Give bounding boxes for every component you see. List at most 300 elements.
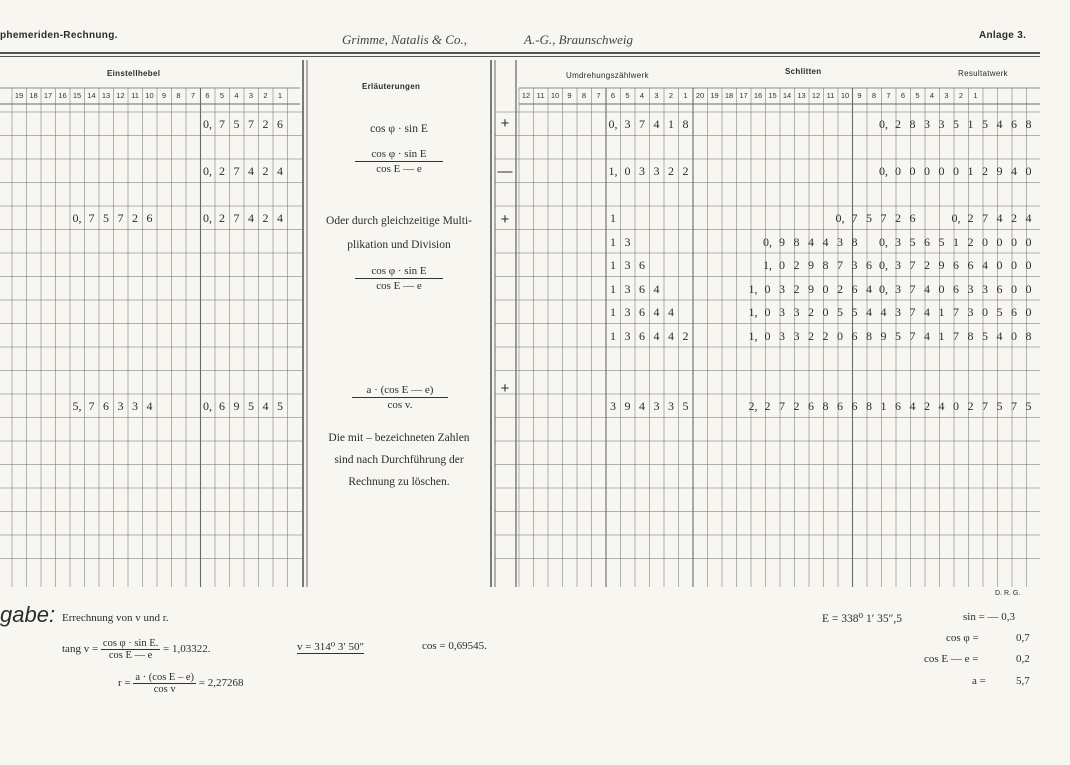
schlitten-digit: 0 bbox=[1025, 258, 1032, 272]
sign-plus-2: + bbox=[500, 211, 510, 228]
schlitten-digit: 2 bbox=[967, 234, 974, 249]
schlitten-digit: 2, bbox=[748, 399, 758, 413]
schlitten-digit: 0 bbox=[909, 164, 916, 178]
schlitten-digit: 3 bbox=[779, 305, 785, 319]
cosphi-value: 0,7 bbox=[1016, 632, 1030, 644]
schlitten-digit: 7 bbox=[982, 211, 988, 225]
umdreh-col-num: 11 bbox=[536, 91, 545, 100]
schlitten-col-num: 12 bbox=[811, 91, 821, 100]
einstell-digit: 2 bbox=[262, 164, 269, 178]
umdreh-digit: 3 bbox=[639, 164, 645, 178]
umdreh-digit: 3 bbox=[668, 399, 674, 413]
einstell-col-num: 4 bbox=[234, 91, 239, 100]
schlitten-digit: 8 bbox=[909, 117, 916, 131]
umdreh-digit: 8 bbox=[682, 117, 689, 131]
schlitten-digit: 6 bbox=[967, 258, 974, 272]
schlitten-digit: 4 bbox=[924, 305, 930, 319]
umdreh-digit: 6 bbox=[639, 281, 645, 296]
schlitten-digit: 0, bbox=[879, 164, 888, 178]
schlitten-digit: 6 bbox=[895, 399, 901, 413]
schlitten-digit: 7 bbox=[909, 328, 916, 343]
expl-note-b: sind nach Durchführung der bbox=[334, 454, 464, 466]
schlitten-col-num: 4 bbox=[929, 91, 935, 100]
schlitten-col-num: 16 bbox=[753, 91, 763, 100]
umdreh-digit: 4 bbox=[639, 399, 645, 413]
schlitten-digit: 2 bbox=[895, 211, 901, 225]
umdreh-col-num: 6 bbox=[610, 91, 616, 100]
schlitten-digit: 5 bbox=[837, 305, 843, 319]
einstell-col-num: 3 bbox=[248, 91, 254, 100]
schlitten-digit: 5 bbox=[996, 305, 1003, 319]
schlitten-digit: 5 bbox=[996, 399, 1003, 413]
schlitten-digit: 7 bbox=[880, 211, 887, 225]
einstell-col-num: 1 bbox=[277, 91, 283, 100]
schlitten-digit: 0 bbox=[982, 234, 988, 249]
schlitten-digit: 0, bbox=[763, 234, 772, 249]
schlitten-digit: 5 bbox=[982, 117, 988, 131]
umdreh-digit: 0, bbox=[608, 117, 618, 131]
schlitten-digit: 4 bbox=[996, 211, 1003, 225]
schlitten-col-num: 17 bbox=[739, 91, 748, 100]
schlitten-digit: 2 bbox=[967, 399, 974, 413]
heading-schlitten: Schlitten bbox=[785, 67, 822, 76]
r-num: a · (cos E – e) bbox=[135, 672, 194, 683]
expl-row3b: plikation und Division bbox=[347, 239, 451, 251]
expl-row2-den: cos E — e bbox=[376, 163, 422, 175]
schlitten-digit: 4 bbox=[924, 328, 930, 343]
umdreh-digit: 2 bbox=[668, 164, 674, 178]
a-label: a = bbox=[972, 675, 986, 687]
umdreh-digit: 1 bbox=[610, 281, 616, 296]
umdreh-col-num: 7 bbox=[596, 91, 601, 100]
schlitten-digit: 0, bbox=[879, 117, 888, 131]
schlitten-digit: 0 bbox=[1011, 328, 1017, 343]
schlitten-digit: 5 bbox=[909, 234, 916, 249]
schlitten-digit: 0, bbox=[951, 211, 961, 225]
tang-value: = 1,03322. bbox=[163, 643, 211, 656]
schlitten-digit: 3 bbox=[895, 234, 901, 249]
einstell-col-num: 18 bbox=[29, 91, 38, 100]
schlitten-digit: 1 bbox=[967, 164, 974, 178]
schlitten-digit: 9 bbox=[779, 234, 785, 249]
einstell-col-num: 19 bbox=[14, 91, 24, 100]
schlitten-digit: 4 bbox=[924, 281, 930, 296]
schlitten-digit: 5 bbox=[982, 328, 988, 343]
umdreh-digit: 1 bbox=[610, 305, 616, 319]
einstell-digit: 7 bbox=[219, 117, 225, 131]
einstell-col-num: 16 bbox=[58, 91, 67, 100]
umdreh-col-num: 5 bbox=[625, 91, 630, 100]
schlitten-digit: 6 bbox=[808, 399, 814, 413]
schlitten-digit: 8 bbox=[822, 258, 829, 272]
schlitten-digit: 1, bbox=[748, 328, 758, 343]
einstell-col-num: 6 bbox=[205, 91, 210, 100]
schlitten-digit: 6 bbox=[851, 281, 858, 296]
schlitten-digit: 8 bbox=[822, 399, 829, 413]
tang-lhs: tang v = bbox=[62, 643, 99, 656]
schlitten-digit: 7 bbox=[953, 305, 959, 319]
cos-value: cos = 0,69545. bbox=[422, 640, 487, 652]
expl-note-a: Die mit – bezeichneten Zahlen bbox=[328, 432, 470, 444]
schlitten-digit: 2 bbox=[1011, 211, 1017, 225]
schlitten-digit: 0 bbox=[982, 305, 988, 319]
maker-mark: D. R. G. bbox=[995, 590, 1021, 597]
umdreh-digit: 2 bbox=[682, 164, 689, 178]
schlitten-col-num: 11 bbox=[826, 91, 835, 100]
schlitten-digit: 4 bbox=[996, 117, 1003, 131]
schlitten-digit: 3 bbox=[938, 117, 945, 131]
schlitten-col-num: 6 bbox=[900, 91, 906, 100]
E-value: E = 338⁰ 1′ 35″,5 bbox=[822, 613, 903, 625]
schlitten-digit: 6 bbox=[953, 281, 959, 296]
schlitten-col-num: 3 bbox=[944, 91, 949, 100]
schlitten-digit: 6 bbox=[866, 258, 872, 272]
einstell-digit: 2 bbox=[262, 117, 269, 131]
schlitten-digit: 7 bbox=[1011, 399, 1017, 413]
schlitten-col-num: 5 bbox=[915, 91, 920, 100]
umdreh-digit: 1 bbox=[610, 258, 616, 272]
schlitten-digit: 6 bbox=[837, 399, 843, 413]
calc-grid bbox=[0, 60, 1040, 587]
einstell-col-num: 12 bbox=[116, 91, 125, 100]
umdreh-digit: 3 bbox=[610, 399, 616, 413]
schlitten-col-num: 15 bbox=[768, 91, 777, 100]
header-rule bbox=[0, 52, 1040, 54]
tang-num: cos φ · sin E. bbox=[102, 638, 159, 649]
task-text: Errechnung von v und r. bbox=[62, 612, 169, 624]
schlitten-digit: 9 bbox=[996, 164, 1003, 178]
schlitten-digit: 3 bbox=[895, 305, 901, 319]
company-city: A.-G., Braunschweig bbox=[524, 32, 634, 47]
schlitten-digit: 2 bbox=[808, 305, 814, 319]
schlitten-digit: 5 bbox=[938, 234, 945, 249]
schlitten-digit: 0 bbox=[1025, 164, 1032, 178]
einstell-digit: 4 bbox=[248, 211, 254, 225]
einstell-digit: 2 bbox=[262, 211, 269, 225]
einstell-digit: 0, bbox=[203, 164, 212, 178]
umdreh-col-num: 9 bbox=[567, 91, 572, 100]
schlitten-digit: 0, bbox=[879, 281, 888, 296]
schlitten-digit: 2 bbox=[924, 399, 930, 413]
umdreh-digit: 3 bbox=[624, 117, 631, 131]
einstell-col-num: 11 bbox=[131, 91, 139, 100]
sign-plus-3: + bbox=[500, 380, 510, 397]
umdreh-digit: 6 bbox=[639, 305, 645, 319]
einstell-digit: 7 bbox=[88, 399, 95, 413]
umdreh-col-num: 10 bbox=[550, 91, 560, 100]
einstell-digit: 6 bbox=[146, 211, 153, 225]
umdreh-digit: 1, bbox=[608, 164, 618, 178]
schlitten-digit: 0 bbox=[764, 328, 771, 343]
einstell-col-num: 8 bbox=[176, 91, 181, 100]
einstell-digit: 2 bbox=[219, 164, 225, 178]
umdreh-col-num: 1 bbox=[683, 91, 688, 100]
einstell-digit: 2 bbox=[132, 211, 138, 225]
einstell-digit: 5, bbox=[72, 399, 82, 413]
umdreh-digit: 4 bbox=[668, 305, 674, 319]
schlitten-digit: 3 bbox=[779, 281, 785, 296]
schlitten-col-num: 7 bbox=[886, 91, 891, 100]
schlitten-digit: 6 bbox=[924, 234, 930, 249]
einstell-digit: 4 bbox=[248, 164, 254, 178]
schlitten-digit: 0 bbox=[953, 164, 959, 178]
schlitten-digit: 2 bbox=[837, 281, 843, 296]
schlitten-digit: 3 bbox=[895, 281, 901, 296]
schlitten-digit: 0 bbox=[764, 281, 771, 296]
heading-erlaeuterungen: Erläuterungen bbox=[362, 82, 421, 91]
v-value: v = 314⁰ 3′ 50″ bbox=[297, 641, 365, 653]
einstell-col-num: 14 bbox=[87, 91, 96, 100]
r-value: = 2,27268 bbox=[198, 677, 244, 690]
schlitten-digit: 0 bbox=[953, 399, 959, 413]
schlitten-digit: 2 bbox=[764, 399, 771, 413]
expl-row5-num: a · (cos E — e) bbox=[352, 384, 448, 398]
heading-umdrehung: Umdrehungszählwerk bbox=[566, 71, 649, 80]
schlitten-digit: 8 bbox=[793, 234, 800, 249]
schlitten-digit: 0 bbox=[1025, 234, 1032, 249]
schlitten-digit: 1, bbox=[763, 258, 772, 272]
expl-row4-fraction bbox=[355, 265, 443, 292]
schlitten-digit: 0, bbox=[835, 211, 845, 225]
schlitten-digit: 3 bbox=[793, 305, 800, 319]
schlitten-digit: 2 bbox=[822, 328, 829, 343]
einstell-digit: 3 bbox=[132, 399, 138, 413]
einstell-digit: 3 bbox=[117, 399, 124, 413]
expl-row2-fraction bbox=[355, 148, 443, 175]
schlitten-col-num: 14 bbox=[782, 91, 792, 100]
umdreh-digit: 7 bbox=[639, 117, 645, 131]
schlitten-digit: 8 bbox=[866, 399, 872, 413]
umdreh-col-num: 2 bbox=[668, 91, 674, 100]
schlitten-digit: 2 bbox=[808, 328, 814, 343]
r-lhs: r = bbox=[118, 677, 131, 690]
schlitten-digit: 2 bbox=[793, 258, 800, 272]
cosEe-label: cos E — e = bbox=[924, 653, 979, 665]
umdreh-digit: 1 bbox=[610, 211, 616, 225]
schlitten-digit: 6 bbox=[851, 399, 858, 413]
heading-resultatwerk: Resultatwerk bbox=[958, 69, 1008, 78]
schlitten-digit: 7 bbox=[851, 211, 858, 225]
schlitten-digit: 4 bbox=[996, 328, 1003, 343]
umdreh-digit: 6 bbox=[639, 258, 645, 272]
schlitten-digit: 3 bbox=[779, 328, 785, 343]
umdreh-col-num: 3 bbox=[654, 91, 659, 100]
schlitten-digit: 4 bbox=[808, 234, 814, 249]
schlitten-digit: 8 bbox=[1025, 328, 1032, 343]
schlitten-digit: 0 bbox=[996, 258, 1003, 272]
einstell-digit: 7 bbox=[233, 164, 240, 178]
schlitten-digit: 1, bbox=[748, 305, 758, 319]
schlitten-digit: 4 bbox=[1025, 211, 1032, 225]
einstell-col-num: 13 bbox=[101, 91, 111, 100]
sheet-title: phemeriden-Rechnung. bbox=[0, 30, 118, 41]
schlitten-digit: 3 bbox=[924, 117, 930, 131]
schlitten-digit: 1, bbox=[748, 281, 758, 296]
umdreh-digit: 4 bbox=[653, 305, 660, 319]
umdreh-digit: 1 bbox=[610, 328, 616, 343]
expl-row2-num: cos φ · sin E bbox=[355, 148, 443, 162]
schlitten-digit: 0 bbox=[1025, 281, 1032, 296]
tang-fraction bbox=[101, 638, 160, 661]
cosphi-label: cos φ = bbox=[946, 632, 979, 644]
schlitten-digit: 6 bbox=[996, 281, 1003, 296]
aufgabe-word: gabe bbox=[0, 602, 49, 627]
schlitten-digit: 5 bbox=[1025, 399, 1032, 413]
schlitten-digit: 7 bbox=[909, 305, 916, 319]
schlitten-digit: 9 bbox=[808, 281, 814, 296]
umdreh-digit: 1 bbox=[610, 234, 616, 249]
einstell-col-num: 9 bbox=[161, 91, 167, 100]
annex-label: Anlage 3. bbox=[979, 30, 1027, 41]
einstell-digit: 7 bbox=[117, 211, 124, 225]
einstell-digit: 9 bbox=[233, 399, 240, 413]
r-equation bbox=[118, 672, 243, 695]
schlitten-digit: 9 bbox=[808, 258, 814, 272]
expl-row5-den: cos v. bbox=[387, 399, 413, 411]
tang-den: cos E — e bbox=[108, 650, 153, 661]
schlitten-digit: 0 bbox=[1011, 234, 1017, 249]
schlitten-digit: 4 bbox=[982, 258, 988, 272]
schlitten-col-num: 20 bbox=[695, 91, 705, 100]
umdreh-digit: 3 bbox=[624, 281, 631, 296]
tang-equation bbox=[62, 638, 210, 661]
schlitten-digit: 1 bbox=[967, 117, 974, 131]
schlitten-digit: 2 bbox=[895, 117, 901, 131]
r-fraction bbox=[133, 672, 196, 695]
einstell-digit: 2 bbox=[219, 211, 225, 225]
schlitten-col-num: 1 bbox=[973, 91, 978, 100]
schlitten-digit: 0 bbox=[1011, 281, 1017, 296]
schlitten-digit: 5 bbox=[866, 211, 872, 225]
einstell-digit: 0, bbox=[203, 399, 212, 413]
schlitten-digit: 4 bbox=[909, 399, 916, 413]
cosEe-value: 0,2 bbox=[1016, 653, 1030, 665]
umdreh-digit: 1 bbox=[668, 117, 674, 131]
schlitten-col-num: 8 bbox=[871, 91, 877, 100]
einstell-col-num: 15 bbox=[72, 91, 82, 100]
schlitten-digit: 1 bbox=[880, 399, 887, 413]
expl-row4-num: cos φ · sin E bbox=[355, 265, 443, 279]
schlitten-digit: 5 bbox=[953, 117, 959, 131]
schlitten-digit: 3 bbox=[895, 258, 901, 272]
schlitten-digit: 6 bbox=[909, 211, 916, 225]
schlitten-digit: 3 bbox=[793, 328, 800, 343]
schlitten-digit: 6 bbox=[851, 328, 858, 343]
schlitten-digit: 0 bbox=[822, 305, 829, 319]
schlitten-digit: 8 bbox=[866, 328, 872, 343]
schlitten-digit: 4 bbox=[880, 305, 887, 319]
umdreh-col-num: 8 bbox=[581, 91, 587, 100]
schlitten-digit: 1 bbox=[938, 328, 945, 343]
schlitten-digit: 0 bbox=[837, 328, 843, 343]
expl-row4-den: cos E — e bbox=[376, 280, 422, 292]
umdreh-digit: 9 bbox=[624, 399, 631, 413]
grid-lines bbox=[0, 60, 1040, 587]
a-value: 5,7 bbox=[1016, 675, 1030, 687]
umdreh-digit: 4 bbox=[653, 117, 660, 131]
schlitten-col-num: 19 bbox=[710, 91, 719, 100]
schlitten-digit: 6 bbox=[953, 258, 959, 272]
schlitten-digit: 0, bbox=[879, 234, 888, 249]
schlitten-col-num: 2 bbox=[958, 91, 964, 100]
einstell-col-num: 5 bbox=[219, 91, 225, 100]
schlitten-digit: 0 bbox=[779, 258, 785, 272]
expl-row1: cos φ · sin E bbox=[370, 123, 428, 135]
schlitten-digit: 0 bbox=[1025, 305, 1032, 319]
einstell-digit: 6 bbox=[277, 117, 283, 131]
schlitten-digit: 0 bbox=[924, 164, 930, 178]
schlitten-digit: 0 bbox=[996, 234, 1003, 249]
einstell-digit: 5 bbox=[103, 211, 109, 225]
schlitten-digit: 7 bbox=[982, 399, 988, 413]
heading-einstellhebel: Einstellhebel bbox=[107, 69, 161, 78]
einstell-digit: 7 bbox=[233, 211, 240, 225]
einstell-col-num: 17 bbox=[43, 91, 53, 100]
schlitten-digit: 7 bbox=[909, 281, 916, 296]
einstell-digit: 6 bbox=[219, 399, 225, 413]
schlitten-digit: 3 bbox=[982, 281, 988, 296]
expl-row5-fraction bbox=[352, 384, 448, 411]
schlitten-digit: 5 bbox=[895, 328, 901, 343]
schlitten-digit: 3 bbox=[967, 305, 974, 319]
schlitten-digit: 2 bbox=[924, 258, 930, 272]
einstell-digit: 5 bbox=[277, 399, 283, 413]
schlitten-digit: 3 bbox=[851, 258, 858, 272]
expl-row3a: Oder durch gleichzeitige Multi- bbox=[326, 215, 472, 227]
umdreh-digit: 3 bbox=[624, 258, 631, 272]
umdreh-digit: 4 bbox=[653, 281, 660, 296]
einstell-digit: 6 bbox=[103, 399, 109, 413]
schlitten-col-num: 10 bbox=[840, 91, 850, 100]
umdreh-digit: 5 bbox=[682, 399, 689, 413]
sign-minus: — bbox=[497, 163, 513, 180]
einstell-digit: 4 bbox=[146, 399, 153, 413]
sign-plus-1: + bbox=[500, 115, 510, 132]
umdreh-col-num: 12 bbox=[521, 91, 531, 100]
schlitten-digit: 6 bbox=[1011, 117, 1017, 131]
schlitten-digit: 4 bbox=[866, 305, 872, 319]
schlitten-digit: 0 bbox=[1011, 258, 1017, 272]
umdreh-digit: 3 bbox=[653, 164, 660, 178]
schlitten-digit: 0 bbox=[822, 281, 829, 296]
schlitten-digit: 7 bbox=[953, 328, 959, 343]
umdreh-col-num: 4 bbox=[639, 91, 645, 100]
umdreh-digit: 3 bbox=[624, 305, 631, 319]
umdreh-digit: 4 bbox=[653, 328, 660, 343]
schlitten-digit: 4 bbox=[1011, 164, 1017, 178]
schlitten-digit: 3 bbox=[837, 234, 843, 249]
sin-label: sin = — 0,3 bbox=[963, 611, 1016, 623]
einstell-digit: 0, bbox=[72, 211, 82, 225]
schlitten-col-num: 18 bbox=[724, 91, 734, 100]
schlitten-digit: 9 bbox=[880, 328, 887, 343]
schlitten-digit: 8 bbox=[851, 234, 858, 249]
schlitten-digit: 7 bbox=[909, 258, 916, 272]
schlitten-col-num: 9 bbox=[857, 91, 862, 100]
einstell-col-num: 2 bbox=[263, 91, 268, 100]
einstell-digit: 4 bbox=[277, 211, 283, 225]
einstell-col-num: 7 bbox=[190, 91, 196, 100]
einstell-digit: 5 bbox=[248, 399, 254, 413]
einstell-digit: 7 bbox=[88, 211, 95, 225]
umdreh-digit: 0 bbox=[624, 164, 631, 178]
schlitten-digit: 6 bbox=[1011, 305, 1017, 319]
schlitten-digit: 2 bbox=[967, 211, 974, 225]
schlitten-digit: 9 bbox=[938, 258, 945, 272]
schlitten-digit: 0 bbox=[938, 281, 945, 296]
umdreh-digit: 6 bbox=[639, 328, 645, 343]
aufgabe-label bbox=[0, 602, 55, 628]
